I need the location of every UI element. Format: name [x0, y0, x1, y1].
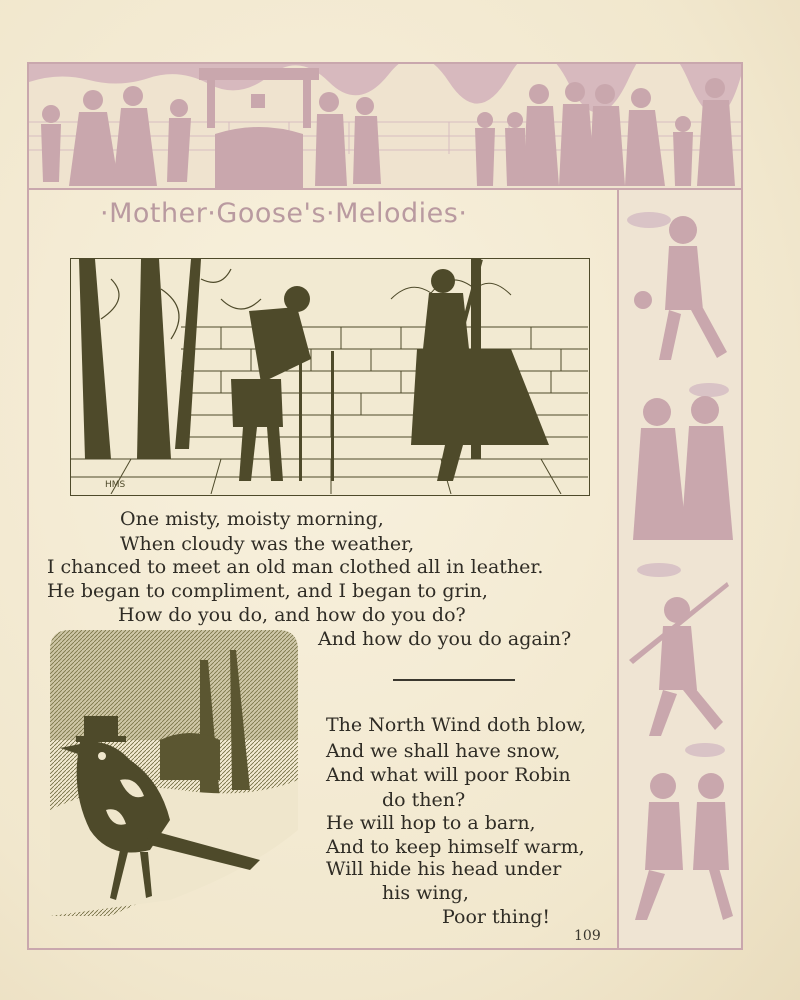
poem-one-line-6: And how do you do again?	[318, 628, 572, 650]
poem-two-line-9: Poor thing!	[442, 906, 550, 928]
page-number: 109	[574, 928, 601, 944]
illustration-robin-in-snow	[50, 630, 298, 916]
poem-one-line-4: He began to compliment, and I began to grin,	[47, 580, 488, 602]
poem-one-line-2: When cloudy was the weather,	[120, 533, 415, 555]
poem-one-line-3: I chanced to meet an old man clothed all in leather.	[47, 556, 544, 578]
poem-two-line-6: And to keep himself warm,	[326, 836, 585, 858]
section-divider	[393, 679, 515, 681]
poem-two-line-4: do then?	[382, 789, 466, 811]
poem-one-line-1: One misty, moisty morning,	[120, 508, 384, 530]
side-silhouette-column	[617, 190, 741, 948]
poem-two-line-5: He will hop to a barn,	[326, 812, 536, 834]
page-title: ·Mother·Goose's·Melodies·	[100, 198, 468, 229]
poem-two-line-3: And what will poor Robin	[326, 764, 571, 786]
poem-two-line-7: Will hide his head under	[326, 858, 562, 880]
top-silhouette-band	[29, 64, 741, 188]
poem-two-line-2: And we shall have snow,	[326, 740, 561, 762]
illustration-signature: HMS	[105, 480, 126, 490]
illustration-old-man-and-woman	[70, 258, 590, 496]
poem-one-line-5: How do you do, and how do you do?	[118, 604, 466, 626]
poem-two-line-8: his wing,	[382, 882, 469, 904]
poem-two-line-1: The North Wind doth blow,	[326, 714, 587, 736]
